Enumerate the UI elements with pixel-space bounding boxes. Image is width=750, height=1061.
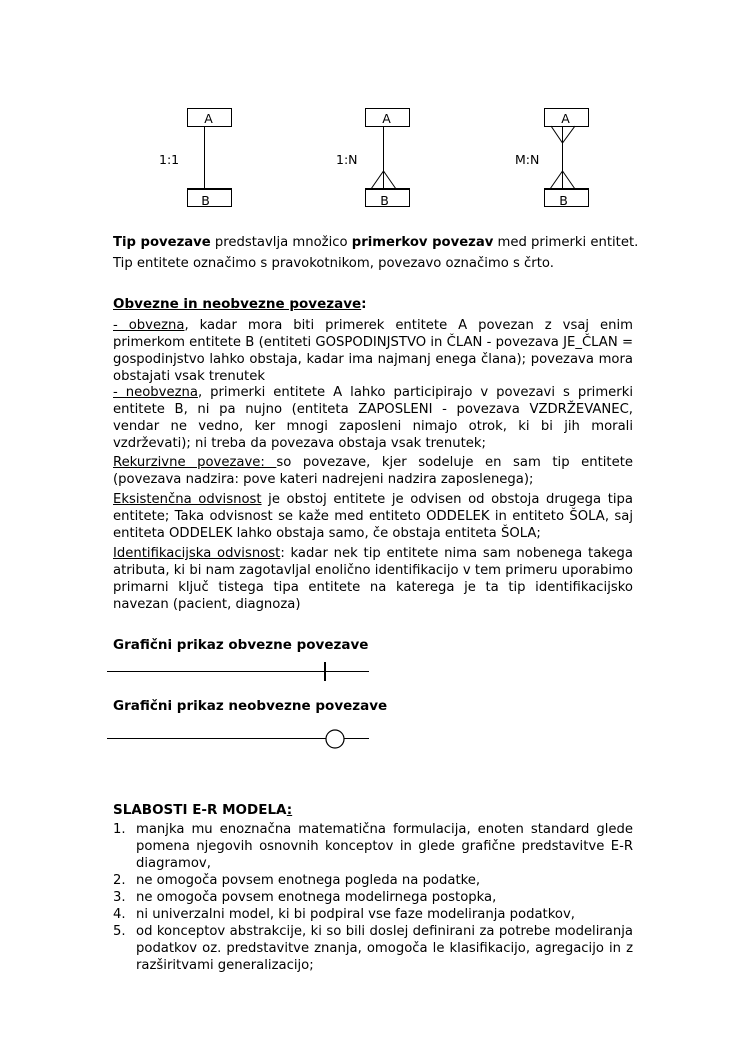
list-item <box>113 923 633 974</box>
list-text: ni univerzalni model, ki bi podpiral vse faze modeliranja podatkov, <box>136 907 575 922</box>
optional-relationship-symbol <box>100 722 390 757</box>
entity-label-a: A <box>204 111 213 126</box>
definition-text: : kadar nek tip entitete nima sam nobenega takega atributa, ki bi nam zagotavljal enolično identifikacijo v tem primeru uporabimo primarni ključ tistega tipa entitete na katerega je ta tip identifikacijsko navezan (pacient, diagnoza) <box>113 546 634 612</box>
cardinality-label: 1:N <box>336 152 358 167</box>
list-number: 3. <box>113 890 126 905</box>
intro-definition <box>113 234 638 251</box>
paragraph-obvezna <box>113 317 633 385</box>
heading-text: Obvezne in neobvezne povezave <box>113 296 362 312</box>
paragraph-rekurzivne <box>113 454 633 488</box>
list-number: 2. <box>113 873 126 888</box>
definition-text: , primerki entitete A lahko participirajo v povezavi s primerki entitete B, ni pa nujno (entiteta ZAPOSLENI - povezava VZDRŽEVANEC, vendar ne vedno, ker mnogi zaposleni nimajo otrok, ki bi jih morali vzdrževati); ni treba da povezava obstaja vsak trenutek; <box>113 385 634 451</box>
entity-label-a: A <box>561 111 570 126</box>
term-primerkov-povezav: primerkov povezav <box>351 235 494 250</box>
term: - obvezna <box>113 318 185 333</box>
entity-label-b: B <box>201 193 210 208</box>
term-tip-povezave: Tip povezave <box>113 235 211 250</box>
weaknesses-heading <box>113 802 292 818</box>
definition-text: so povezave, kjer sodeluje en sam tip entitete (povezava nadzira: pove kateri nadrejeni nadzira zaposlenega); <box>113 455 633 487</box>
cardinality-label: 1:1 <box>159 152 180 167</box>
intro-notation: Tip entitete označimo s pravokotnikom, povezavo označimo s črto. <box>113 256 554 271</box>
list-item <box>113 906 633 923</box>
term: Eksistenčna odvisnost <box>113 492 262 507</box>
heading-suffix: : <box>361 296 367 312</box>
optional-circle-icon <box>326 730 344 748</box>
graphic-obvezne-heading: Grafični prikaz obvezne povezave <box>113 637 369 653</box>
mandatory-relationship-symbol <box>100 655 390 690</box>
graphic-neobvezne-heading: Grafični prikaz neobvezne povezave <box>113 698 388 714</box>
term: Rekurzivne povezave: <box>113 455 277 470</box>
cardinality-label: M:N <box>515 152 540 167</box>
list-number: 1. <box>113 822 126 837</box>
entity-label-b: B <box>559 193 568 208</box>
definition-text: je obstoj entitete je odvisen od obstoja drugega tipa entitete; Taka odvisnost se kaže med entiteto ODDELEK in entiteto ŠOLA, saj entiteta ODDELEK lahko obstaja samo, če obstaja entiteta ŠOLA; <box>113 492 633 541</box>
paragraph-eksistencna <box>113 491 633 542</box>
list-item <box>113 889 633 906</box>
section-heading-obvezne <box>113 296 367 312</box>
entity-label-b: B <box>380 193 389 208</box>
heading-text: SLABOSTI E-R MODELA <box>113 802 287 818</box>
list-text: od konceptov abstrakcije, ki so bili doslej definirani za potrebe modeliranja podatkov oz. predstavitve znanja, omogoča le klasifikacijo, agregacijo in z razširitvami generalizacijo; <box>136 924 633 973</box>
list-text: manjka mu enoznačna matematična formulacija, enoten standard glede pomena njegovih osnovnih konceptov in glede grafične predstavitve E-R diagramov, <box>136 822 633 871</box>
paragraph-identifikacijska <box>113 545 633 613</box>
list-text: ne omogoča povsem enotnega modelirnega postopka, <box>136 890 497 905</box>
list-number: 5. <box>113 924 126 939</box>
definition-text: , kadar mora biti primerek entitete A povezan z vsaj enim primerkom entitete B (entiteti GOSPODINJSTVO in ČLAN - povezava JE_ČLAN = gospodinjstvo lahko obstaja, kadar ima najmanj enega člana); povezava mora obstajati vsak trenutek <box>113 318 634 384</box>
term: - neobvezna <box>113 385 198 400</box>
list-item <box>113 821 633 872</box>
paragraph-neobvezna <box>113 384 633 452</box>
term: Identifikacijska odvisnost <box>113 546 281 561</box>
list-item <box>113 872 633 889</box>
entity-label-a: A <box>382 111 391 126</box>
list-number: 4. <box>113 907 126 922</box>
list-text: ne omogoča povsem enotnega pogleda na podatke, <box>136 873 481 888</box>
intro-text: predstavlja množico <box>210 235 352 250</box>
intro-text: med primerki entitet. <box>493 235 639 250</box>
heading-suffix: : <box>286 802 293 818</box>
weaknesses-list <box>113 821 633 974</box>
